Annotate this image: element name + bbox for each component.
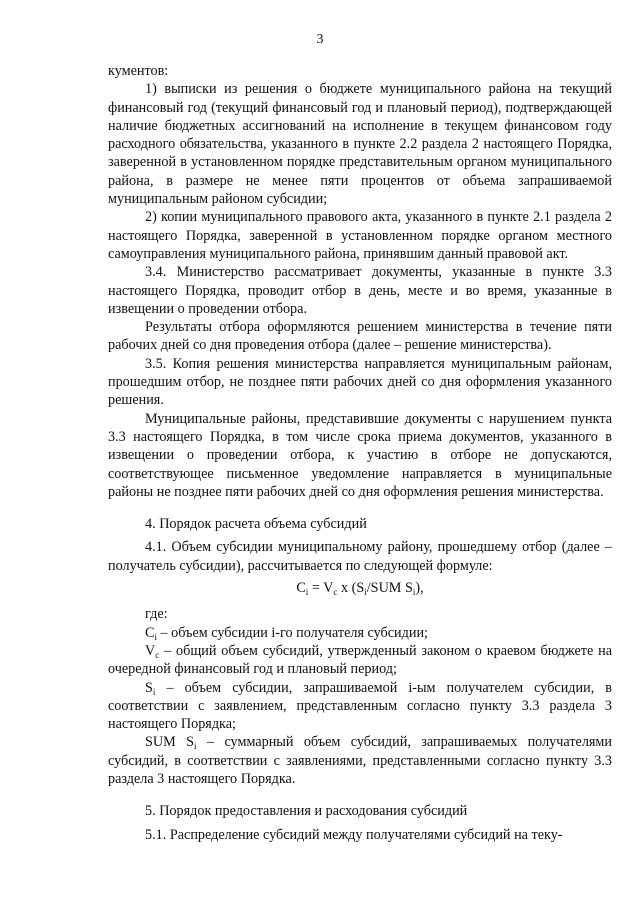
where-label: где: bbox=[145, 606, 168, 623]
section-4-heading: 4. Порядок расчета объема субсидий bbox=[145, 516, 367, 533]
paragraph-4-1: 4.1. Объем субсидии муниципальному району, прошедшему отбор (далее – получатель субсидии), рассчитывается по следующей формуле: bbox=[108, 539, 612, 574]
paragraph-continuation: кументов: bbox=[108, 63, 169, 79]
definition-v: $V_c$ – общий объем субсидий, утвержденный законом о краевом бюджете на очередной финансовый год и плановый период; bbox=[108, 642, 612, 678]
paragraph-5-1: 5.1. Распределение субсидий между получателями субсидий на теку- bbox=[145, 826, 563, 843]
paragraph-item-2: 2) копии муниципального правового акта, указанного в пункте 2.1 раздела 2 настоящего Порядка, заверенной в установленном порядке органом местного самоуправления муниципального района, принявшим данный правовой акт. bbox=[108, 209, 612, 262]
paragraph-rejected-districts: Муниципальные районы, представившие документы с нарушением пункта 3.3 настоящего Порядка, в том числе срока приема документов, указанного в извещении о проведении отбора, к участию в отборе не допускаются, соответствующее письменное уведомление направляется в муниципальные районы не позднее пяти рабочих дней со дня оформления решения министерства. bbox=[108, 410, 612, 500]
page-number: 3 bbox=[316, 32, 324, 47]
paragraph-3-5: 3.5. Копия решения министерства направляется муниципальным районам, прошедшим отбор, не позднее пяти рабочих дней со дня оформления указанного решения. bbox=[108, 355, 612, 409]
subsidy-formula: $C_i = V_c$ x ($S_i$/SUM $S_i$), bbox=[296, 580, 424, 598]
section-5-heading: 5. Порядок предоставления и расходования субсидий bbox=[145, 803, 468, 820]
paragraph-selection-results: Результаты отбора оформляются решением министерства в течение пяти рабочих дней со дня проведения отбора (далее – решение министерства). bbox=[108, 319, 612, 354]
definition-c: $C_i$ – объем субсидии i-го получателя субсидии; bbox=[145, 624, 428, 642]
document-body bbox=[108, 62, 612, 844]
paragraph-item-1: 1) выписки из решения о бюджете муниципального района на текущий финансовый год (текущий финансовый год и плановый период), подтверждающей наличие бюджетных ассигнований на исполнение в текущем финансовом году расходного обязательства, указанного в пункте 2.2 раздела 2 настоящего Порядка, заверенной в установленном порядке представительным органом муниципального района, в размере не менее пяти процентов от объема запрашиваемой муниципальным районом субсидии; bbox=[108, 81, 612, 208]
definition-s: $S_i$ – объем субсидии, запрашиваемой i-ым получателем субсидии, в соответствии с заявлением, представленным согласно пункту 3.3 раздела 3 настоящего Порядка; bbox=[108, 679, 612, 733]
definition-sum: SUM $S_i$ – суммарный объем субсидий, запрашиваемых получателями субсидий, в соответствии с заявлениями, представленными согласно пункту 3.3 раздела 3 настоящего Порядка. bbox=[108, 734, 612, 787]
paragraph-3-4: 3.4. Министерство рассматривает документы, указанные в пункте 3.3 настоящего Порядка, проводит отбор в день, месте и во время, указанные в извещении о проведении отбора. bbox=[108, 264, 612, 317]
